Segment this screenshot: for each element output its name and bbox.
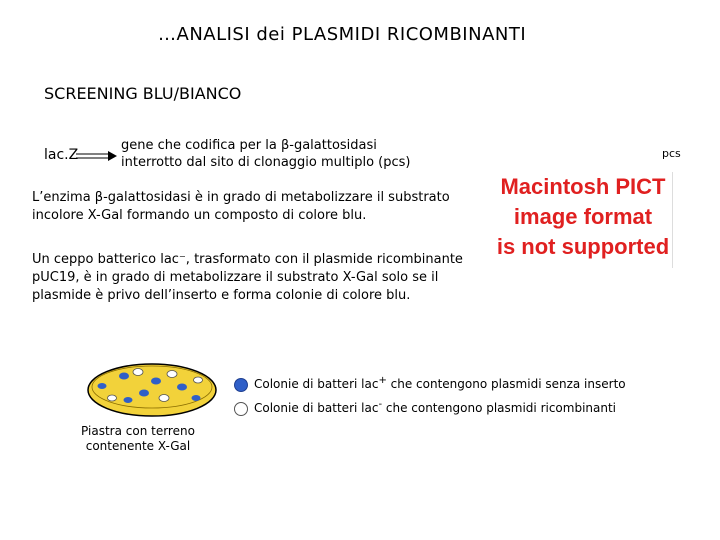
legend-text: Colonie di batteri lac <box>254 401 379 415</box>
petri-dish-illustration <box>84 360 220 424</box>
legend-superscript: + <box>378 375 387 386</box>
placeholder-line: image format <box>513 204 653 229</box>
paragraph-line: L’enzima β-galattosidasi è in grado di metabolizzare il substrato <box>32 190 450 205</box>
white-colony-icon <box>234 402 248 416</box>
paragraph-enzyme <box>32 189 450 225</box>
paragraph-line: plasmide è privo dell’inserto e forma colonie di colore blu. <box>32 288 411 303</box>
paragraph-line: Un ceppo batterico lac⁻, trasformato con il plasmide ricombinante <box>32 252 463 267</box>
legend-text: che contengono plasmidi ricombinanti <box>382 401 617 415</box>
legend-item-blue <box>234 375 626 392</box>
plate-caption <box>78 424 198 454</box>
plate-caption-line: contenente X-Gal <box>85 439 191 453</box>
unsupported-image-placeholder <box>494 172 673 268</box>
gene-label: lac.Z <box>44 147 79 163</box>
arrow-icon <box>74 150 118 162</box>
legend-superscript: - <box>378 399 383 410</box>
section-subtitle: SCREENING BLU/BIANCO <box>44 84 242 103</box>
gene-description-line: gene che codifica per la β-galattosidasi <box>121 138 377 153</box>
paragraph-line: incolore X-Gal formando un composto di colore blu. <box>32 208 367 223</box>
placeholder-line: is not supported <box>496 234 670 259</box>
legend-text: che contengono plasmidi senza inserto <box>386 377 626 391</box>
paragraph-line: pUC19, è in grado di metabolizzare il substrato X-Gal solo se il <box>32 270 439 285</box>
gene-description-line: interrotto dal sito di clonaggio multiplo (pcs) <box>121 155 411 170</box>
legend-item-white <box>234 399 616 416</box>
blue-colony-icon <box>234 378 248 392</box>
pcs-label: pcs <box>662 147 681 160</box>
paragraph-strain <box>32 251 463 305</box>
gene-description <box>121 137 411 171</box>
plate-caption-line: Piastra con terreno <box>81 424 195 438</box>
placeholder-line: Macintosh PICT <box>500 174 666 199</box>
legend-text: Colonie di batteri lac <box>254 377 379 391</box>
page-title: …ANALISI dei PLASMIDI RICOMBINANTI <box>158 24 527 45</box>
